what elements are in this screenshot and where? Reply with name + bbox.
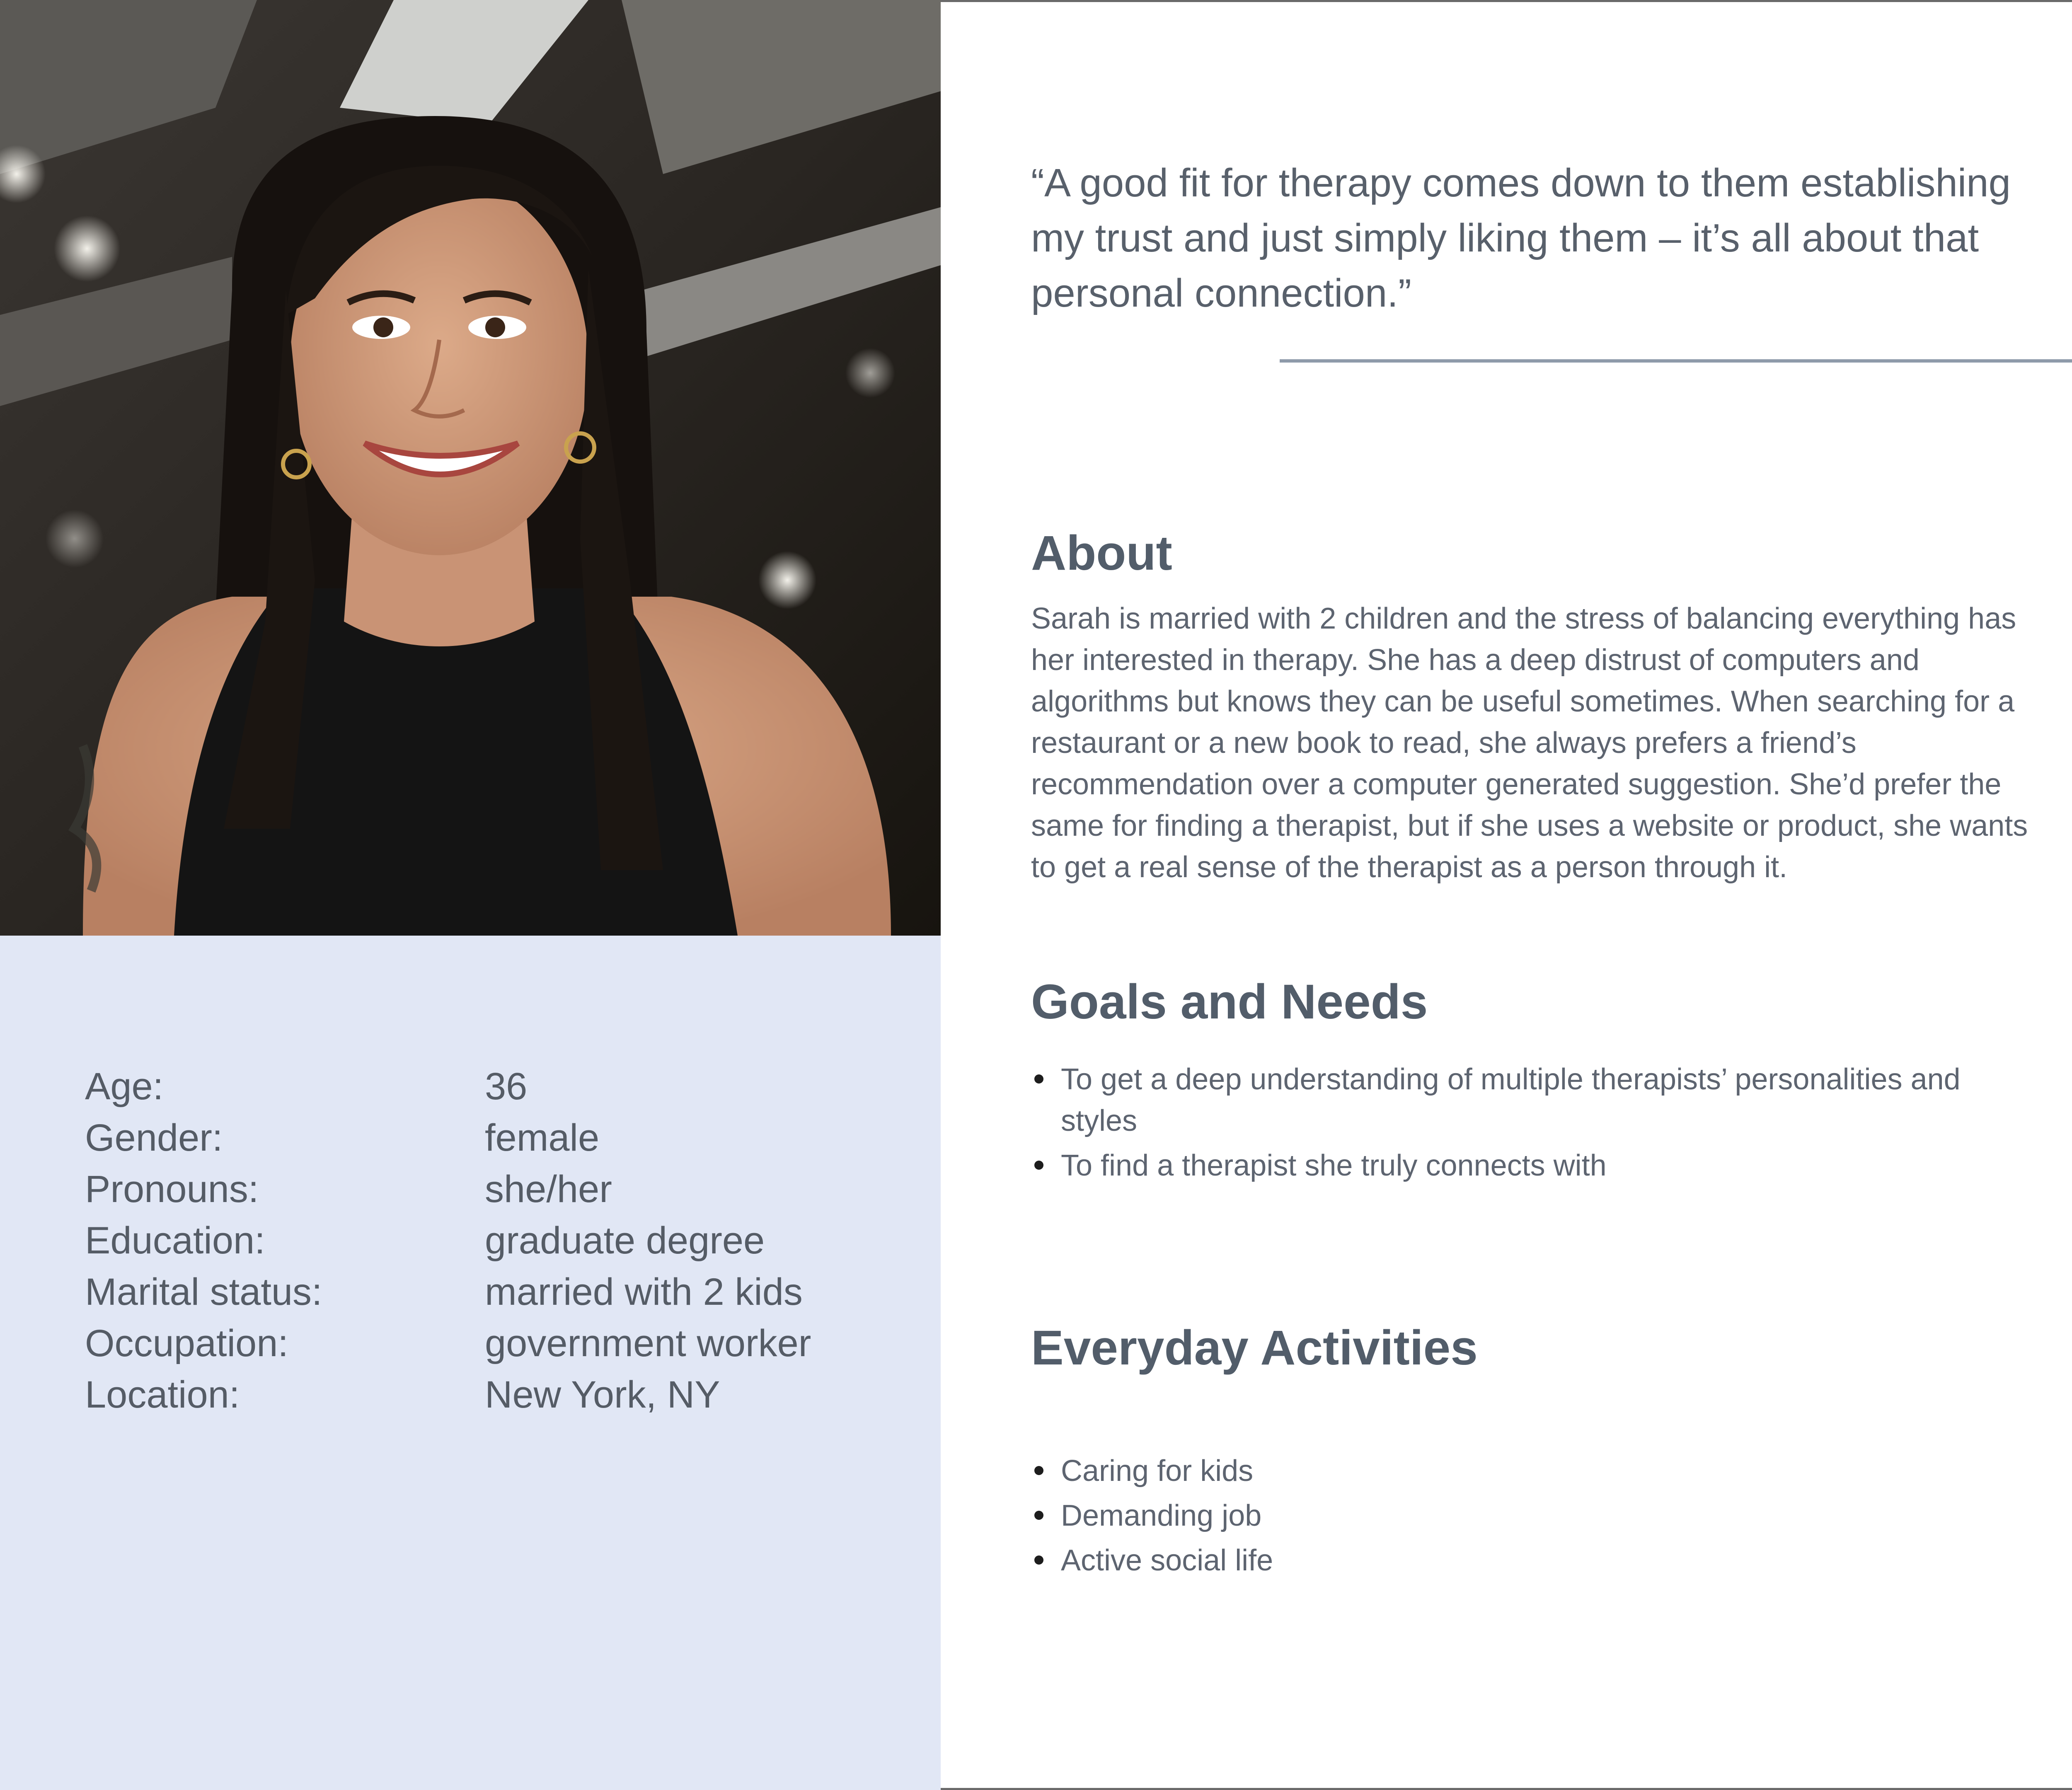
about-text: Sarah is married with 2 children and the stress of balancing everything has her interested in therapy. She has a deep distrust of computers and algorithms but knows they can be useful sometimes. When searching for a restaurant or a new book to read, she always prefers a friend’s recommendation over a computer generated suggestion. She’d prefer the same for finding a therapist, but if she uses a website or product, she wants to get a real sense of the therapist as a person through it. (1031, 602, 2028, 884)
demographic-row-age (85, 1061, 811, 1112)
demographic-row-marital-status (85, 1266, 811, 1318)
demographic-label: Marital status: (85, 1271, 322, 1313)
demographic-value: 36 (485, 1065, 528, 1108)
activity-item: Demanding job (1031, 1495, 1777, 1536)
demographic-value: she/her (485, 1168, 612, 1210)
demographic-label: Location: (85, 1374, 240, 1416)
profile-panel (0, 0, 941, 1790)
goal-item: To find a therapist she truly connects with (1031, 1145, 2017, 1186)
goals-list (1031, 1059, 2017, 1190)
persona-quote: “A good fit for therapy comes down to them establishing my trust and just simply liking them – it’s all about that personal connection.” (1031, 161, 2011, 315)
demographic-value: female (485, 1117, 600, 1159)
activity-item: Active social life (1031, 1540, 1777, 1581)
demographic-row-pronouns (85, 1164, 811, 1215)
demographic-row-location (85, 1369, 811, 1420)
demographic-row-occupation (85, 1318, 811, 1369)
demographic-value: New York, NY (485, 1374, 720, 1416)
demographic-label: Occupation: (85, 1322, 288, 1364)
goals-heading: Goals and Needs (1031, 975, 1428, 1029)
activity-item: Caring for kids (1031, 1450, 1777, 1492)
demographic-value: graduate degree (485, 1219, 765, 1262)
demographic-row-gender (85, 1112, 811, 1164)
demographic-row-education (85, 1215, 811, 1266)
about-heading: About (1031, 526, 1172, 581)
header-divider (1280, 359, 2072, 363)
activities-heading: Everyday Activities (1031, 1321, 1478, 1375)
persona-photo (0, 0, 941, 936)
goal-item: To get a deep understanding of multiple therapists’ personalities and styles (1031, 1059, 2017, 1142)
demographic-value: married with 2 kids (485, 1271, 803, 1313)
demographic-label: Gender: (85, 1117, 223, 1159)
demographic-label: Age: (85, 1065, 164, 1108)
activities-list (1031, 1450, 1777, 1584)
demographics-list (85, 1061, 811, 1420)
demographic-value: government worker (485, 1322, 811, 1364)
demographic-label: Pronouns: (85, 1168, 259, 1210)
demographic-label: Education: (85, 1219, 265, 1262)
